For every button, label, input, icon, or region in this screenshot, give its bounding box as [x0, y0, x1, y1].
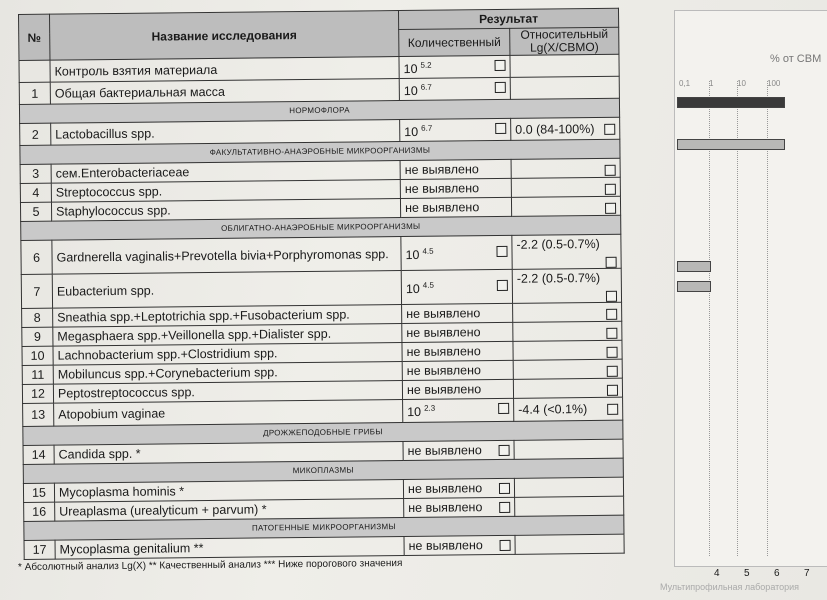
test-name: Контроль взятия материала [50, 57, 399, 83]
relative-cell [512, 269, 621, 304]
relative-cell [510, 76, 619, 99]
tick-label: 0,1 [679, 79, 691, 88]
test-name: Общая бактериальная масса [50, 79, 399, 105]
axis-label: 7 [804, 568, 810, 579]
quantitative-value: не выявлено [408, 499, 483, 515]
quantitative-value: не выявлено [408, 537, 483, 553]
footnote: * Абсолютный анализ Lg(X) ** Качественный анализ *** Ниже порогового значения [17, 557, 403, 574]
quantitative-value: не выявлено [406, 306, 481, 322]
checkbox-icon [604, 124, 615, 135]
axis-label: 5 [744, 568, 750, 579]
test-name: Megasphaera spp.+Veillonella spp.+Dialister spp. [53, 324, 402, 347]
quantitative-cell [402, 304, 513, 324]
quantitative-value: не выявлено [407, 442, 482, 458]
checkbox-icon [605, 184, 616, 195]
exponent: 6.7 [420, 82, 432, 92]
quantitative-cell [402, 361, 513, 381]
relative-cell [514, 477, 623, 497]
checkbox-icon [606, 257, 617, 268]
quantitative-value: 10 [404, 125, 419, 140]
row-number: 11 [22, 366, 53, 385]
relative-cell [513, 303, 622, 323]
exponent: 2.3 [424, 404, 436, 414]
relative-cell [513, 322, 622, 342]
relative-cell [513, 341, 622, 361]
relative-cell [511, 178, 620, 198]
chart-bar [677, 97, 785, 108]
test-name: Mobiluncus spp.+Corynebacterium spp. [53, 362, 402, 385]
row-number: 3 [20, 165, 51, 184]
row-number: 6 [21, 241, 52, 275]
results-table [18, 8, 625, 560]
checkbox-icon [605, 203, 616, 214]
quantitative-cell [404, 497, 515, 517]
test-name: Lachnobacterium spp.+Clostridium spp. [53, 343, 402, 366]
quantitative-cell [400, 119, 511, 142]
col-name-header: Название исследования [50, 11, 399, 61]
gridline [737, 81, 738, 556]
axis-label: 4 [714, 568, 720, 579]
exponent: 6.7 [421, 123, 433, 134]
col-result-header: Результат [398, 8, 618, 29]
row-number: 12 [22, 385, 53, 404]
chart-bar [677, 139, 785, 150]
section-title: ПАТОГЕННЫЕ МИКРООРГАНИЗМЫ [24, 515, 624, 540]
quantitative-cell [403, 440, 514, 460]
quantitative-value: не выявлено [407, 480, 483, 496]
quantitative-cell [401, 270, 512, 305]
checkbox-icon [496, 246, 507, 257]
checkbox-icon [606, 328, 617, 339]
checkbox-icon [607, 404, 618, 415]
row-number: 15 [23, 483, 54, 502]
quantitative-value: не выявлено [404, 200, 480, 216]
relative-cell [511, 197, 620, 217]
row-number: 9 [22, 328, 53, 347]
quantitative-cell [402, 323, 513, 343]
tick-label: 10 [737, 79, 746, 88]
checkbox-icon [500, 539, 511, 550]
quantitative-value: 10 [405, 248, 420, 263]
test-name: Peptostreptococcus spp. [53, 381, 402, 404]
exponent: 4.5 [422, 281, 434, 291]
quantitative-value: не выявлено [406, 325, 481, 341]
row-number: 13 [23, 404, 54, 426]
test-name: Gardnerella vaginalis+Prevotella bivia+Porphyromonas spp. [52, 237, 401, 275]
test-name: сем.Enterobacteriaceae [51, 161, 400, 184]
checkbox-icon [605, 165, 616, 176]
test-name: Atopobium vaginae [54, 400, 403, 426]
test-name: Ureaplasma (urealyticum + parvum) * [55, 498, 404, 521]
row-number: 16 [24, 502, 55, 521]
checkbox-icon [499, 482, 510, 493]
row-number: 10 [22, 347, 53, 366]
exponent: 4.5 [422, 247, 434, 257]
quantitative-cell [399, 55, 510, 78]
relative-cell [514, 398, 623, 421]
exponent: 5.2 [420, 60, 432, 70]
quantitative-cell [402, 380, 513, 400]
quantitative-cell [400, 198, 511, 218]
section-title: ФАКУЛЬТАТИВНО-АНАЭРОБНЫЕ МИКРООРГАНИЗМЫ [20, 140, 620, 165]
chart-bar [677, 281, 711, 292]
col-num-header: № [19, 14, 50, 60]
checkbox-icon [607, 385, 618, 396]
chart-title: % от СВМ [770, 53, 822, 65]
quantitative-value: не выявлено [406, 382, 482, 398]
relative-cell [514, 439, 623, 459]
relative-value: -2.2 (0.5-0.7%) [516, 237, 600, 253]
quantitative-cell [401, 236, 512, 271]
relative-cell [515, 534, 624, 554]
row-number [19, 60, 50, 82]
checkbox-icon [607, 366, 618, 377]
relative-cell [511, 159, 620, 179]
quantitative-cell [402, 342, 513, 362]
test-name: Lactobacillus spp. [51, 120, 400, 146]
col-qty-header: Количественный [399, 28, 510, 56]
tick-label: 100 [767, 79, 781, 88]
row-number: 1 [19, 82, 50, 104]
quantitative-value: 10 [403, 61, 418, 77]
relative-value: 0.0 (84-100%) [515, 121, 595, 137]
test-name: Candida spp. * [54, 441, 403, 464]
relative-cell [513, 360, 622, 380]
row-number: 2 [20, 123, 51, 145]
lab-footer-text: Мультипрофильная лаборатория [660, 582, 800, 592]
row-number: 14 [23, 445, 54, 464]
checkbox-icon [498, 403, 509, 414]
quantitative-value: не выявлено [406, 363, 482, 379]
quantitative-value: 10 [403, 84, 418, 99]
relative-cell [511, 118, 620, 141]
checkbox-icon [495, 82, 506, 93]
row-number: 4 [20, 184, 51, 203]
relative-value: -4.4 (<0.1%) [518, 402, 588, 417]
chart-bar [677, 261, 711, 272]
tick-label: 1 [709, 79, 714, 88]
col-rel-header: Относительный Lg(X/СВМО) [510, 27, 619, 55]
relative-cell [512, 235, 621, 270]
quantitative-cell [400, 160, 511, 180]
test-name: Eubacterium spp. [52, 271, 401, 309]
section-title: МИКОПЛАЗМЫ [23, 458, 623, 483]
quantitative-cell [403, 478, 514, 498]
quantitative-value: не выявлено [404, 181, 480, 197]
quantitative-cell [403, 399, 514, 422]
quantitative-value: 10 [405, 282, 420, 297]
test-name: Staphylococcus spp. [51, 199, 400, 222]
relative-cell [510, 54, 619, 77]
row-number: 7 [21, 275, 52, 309]
checkbox-icon [499, 445, 510, 456]
quantitative-cell [404, 535, 515, 555]
section-title: НОРМОФЛОРА [19, 99, 619, 124]
section-title: ОБЛИГАТНО-АНАЭРОБНЫЕ МИКРООРГАНИЗМЫ [21, 216, 621, 241]
distribution-chart [674, 10, 827, 567]
checkbox-icon [606, 291, 617, 302]
relative-value: -2.2 (0.5-0.7%) [516, 271, 601, 287]
quantitative-value: 10 [407, 405, 422, 420]
relative-cell [515, 496, 624, 516]
quantitative-value: не выявлено [406, 344, 481, 360]
checkbox-icon [606, 309, 617, 320]
checkbox-icon [495, 60, 506, 71]
test-name: Sneathia spp.+Leptotrichia spp.+Fusobacterium spp. [53, 305, 402, 328]
test-name: Streptococcus spp. [51, 180, 400, 203]
quantitative-cell [400, 179, 511, 199]
checkbox-icon [495, 123, 506, 134]
test-name: Mycoplasma hominis * [54, 479, 403, 502]
section-title: ДРОЖЖЕПОДОБНЫЕ ГРИБЫ [23, 420, 623, 445]
checkbox-icon [499, 501, 510, 512]
gridline [767, 81, 768, 556]
quantitative-cell [399, 78, 510, 101]
row-number: 8 [22, 309, 53, 328]
row-number: 17 [24, 540, 55, 559]
checkbox-icon [497, 280, 508, 291]
relative-cell [513, 379, 622, 399]
results-body [19, 54, 624, 559]
checkbox-icon [607, 347, 618, 358]
row-number: 5 [20, 203, 51, 222]
test-name: Mycoplasma genitalium ** [55, 536, 404, 559]
gridline [709, 81, 710, 556]
quantitative-value: не выявлено [404, 162, 479, 178]
axis-label: 6 [774, 568, 780, 579]
